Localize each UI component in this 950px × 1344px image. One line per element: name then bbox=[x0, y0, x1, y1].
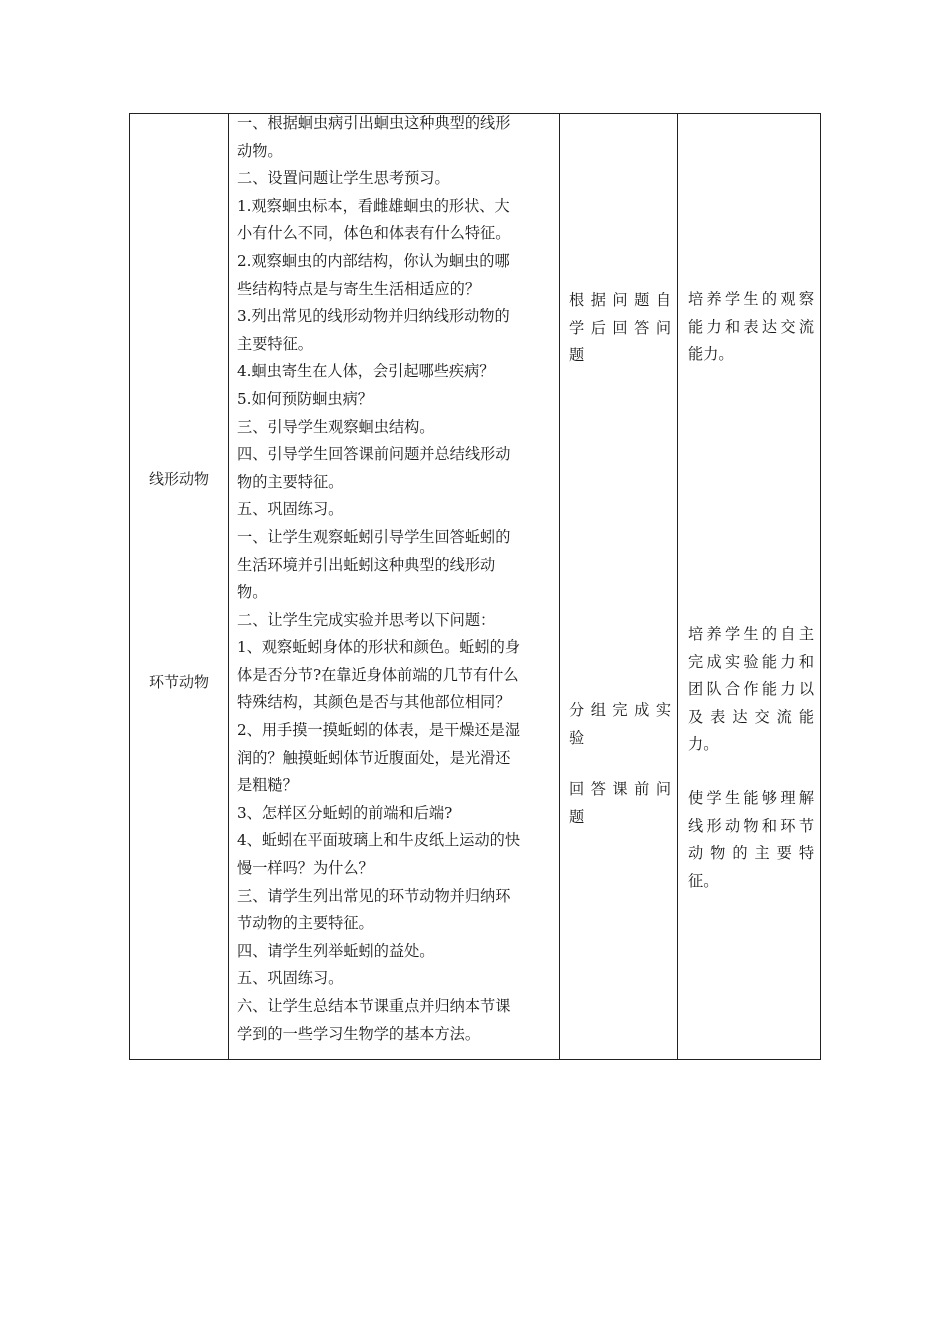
content-line: 主要特征。 bbox=[237, 334, 313, 353]
content-line: 3、怎样区分蚯蚓的前端和后端? bbox=[237, 803, 453, 822]
column-divider bbox=[677, 114, 678, 1059]
content-line: 1、观察蚯蚓身体的形状和颜色。蚯蚓的身 bbox=[237, 638, 521, 657]
content-line: 二、设置问题让学生思考预习。 bbox=[237, 169, 450, 188]
content-line: 4.蛔虫寄生在人体，会引起哪些疾病？ bbox=[237, 362, 495, 381]
activity-line: 验 bbox=[569, 728, 585, 747]
content-line: 学到的一些学习生物学的基本方法。 bbox=[237, 1024, 480, 1043]
activity-line: 回答课前问 bbox=[569, 780, 671, 798]
activity-line: 分组完成实 bbox=[569, 701, 671, 719]
content-line: 润的？触摸蚯蚓体节近腹面处，是光滑还 bbox=[237, 748, 511, 767]
column-divider bbox=[559, 114, 560, 1059]
content-line: 五、巩固练习。 bbox=[237, 969, 344, 988]
content-line: 一、根据蛔虫病引出蛔虫这种典型的线形 bbox=[237, 114, 511, 132]
content-line: 2.观察蛔虫的内部结构，你认为蛔虫的哪 bbox=[237, 251, 510, 270]
student-activity-experiment bbox=[569, 697, 671, 752]
content-line: 三、请学生列出常见的环节动物并归纳环 bbox=[237, 886, 511, 905]
content-line: 4、蚯蚓在平面玻璃上和牛皮纸上运动的快 bbox=[237, 831, 521, 850]
teaching-content bbox=[237, 110, 559, 1048]
content-line: 5.如何预防蛔虫病？ bbox=[237, 389, 373, 408]
content-line: 小有什么不同，体色和体表有什么特征。 bbox=[237, 224, 511, 243]
purpose-understanding bbox=[688, 785, 814, 895]
purpose-line: 动物的主要特 bbox=[688, 844, 814, 863]
content-line: 二、让学生完成实验并思考以下问题： bbox=[237, 610, 496, 629]
purpose-line: 使学生能够理解 bbox=[688, 789, 814, 807]
purpose-line: 培养学生的自主 bbox=[688, 625, 814, 643]
content-line: 1.观察蛔虫标本，看雌雄蛔虫的形状、大 bbox=[237, 196, 510, 215]
content-line: 体是否分节?在靠近身体前端的几节有什么 bbox=[237, 665, 519, 684]
purpose-line: 能力和表达交流 bbox=[688, 317, 814, 336]
content-line: 3.列出常见的线形动物并归纳线形动物的 bbox=[237, 307, 510, 326]
content-line: 物的主要特征。 bbox=[237, 472, 344, 491]
content-line: 动物。 bbox=[237, 141, 283, 160]
activity-line: 根据问题自 bbox=[569, 291, 671, 309]
content-line: 节动物的主要特征。 bbox=[237, 914, 374, 933]
content-line: 六、让学生总结本节课重点并归纳本节课 bbox=[237, 997, 511, 1015]
content-line: 是粗糙？ bbox=[237, 776, 298, 795]
purpose-line: 及表达交流能 bbox=[688, 707, 814, 726]
purpose-line: 团队合作能力以 bbox=[688, 680, 814, 699]
content-line: 一、让学生观察蚯蚓引导学生回答蚯蚓的 bbox=[237, 527, 511, 546]
activity-line: 题 bbox=[569, 807, 585, 826]
content-line: 三、引导学生观察蛔虫结构。 bbox=[237, 417, 435, 436]
content-line: 慢一样吗？为什么？ bbox=[237, 859, 374, 878]
activity-line: 学后回答问 bbox=[569, 318, 671, 337]
content-line: 特殊结构，其颜色是否与其他部位相同？ bbox=[237, 693, 511, 712]
purpose-line: 线形动物和环节 bbox=[688, 816, 814, 835]
purpose-nematodes bbox=[688, 286, 814, 369]
purpose-line: 力。 bbox=[688, 735, 719, 754]
content-line: 物。 bbox=[237, 583, 268, 602]
content-line: 些结构特点是与寄生生活相适应的？ bbox=[237, 279, 480, 298]
content-line: 四、请学生列举蚯蚓的益处。 bbox=[237, 941, 435, 960]
student-activity-nematodes bbox=[569, 287, 671, 370]
topic-nematodes: 线形动物 bbox=[148, 470, 209, 488]
purpose-line: 能力。 bbox=[688, 345, 734, 364]
content-line: 五、巩固练习。 bbox=[237, 500, 344, 519]
purpose-line: 完成实验能力和 bbox=[688, 652, 814, 671]
content-line: 四、引导学生回答课前问题并总结线形动 bbox=[237, 445, 511, 464]
activity-line: 题 bbox=[569, 346, 585, 365]
purpose-line: 征。 bbox=[688, 871, 719, 890]
content-line: 2、用手摸一摸蚯蚓的体表，是干燥还是湿 bbox=[237, 721, 521, 740]
column-divider bbox=[228, 114, 229, 1059]
content-line: 生活环境并引出蚯蚓这种典型的线形动 bbox=[237, 555, 496, 574]
student-activity-answer bbox=[569, 776, 671, 831]
lesson-table bbox=[129, 113, 821, 1060]
topic-annelids: 环节动物 bbox=[148, 673, 209, 691]
purpose-experiment bbox=[688, 621, 814, 759]
purpose-line: 培养学生的观察 bbox=[688, 290, 814, 308]
